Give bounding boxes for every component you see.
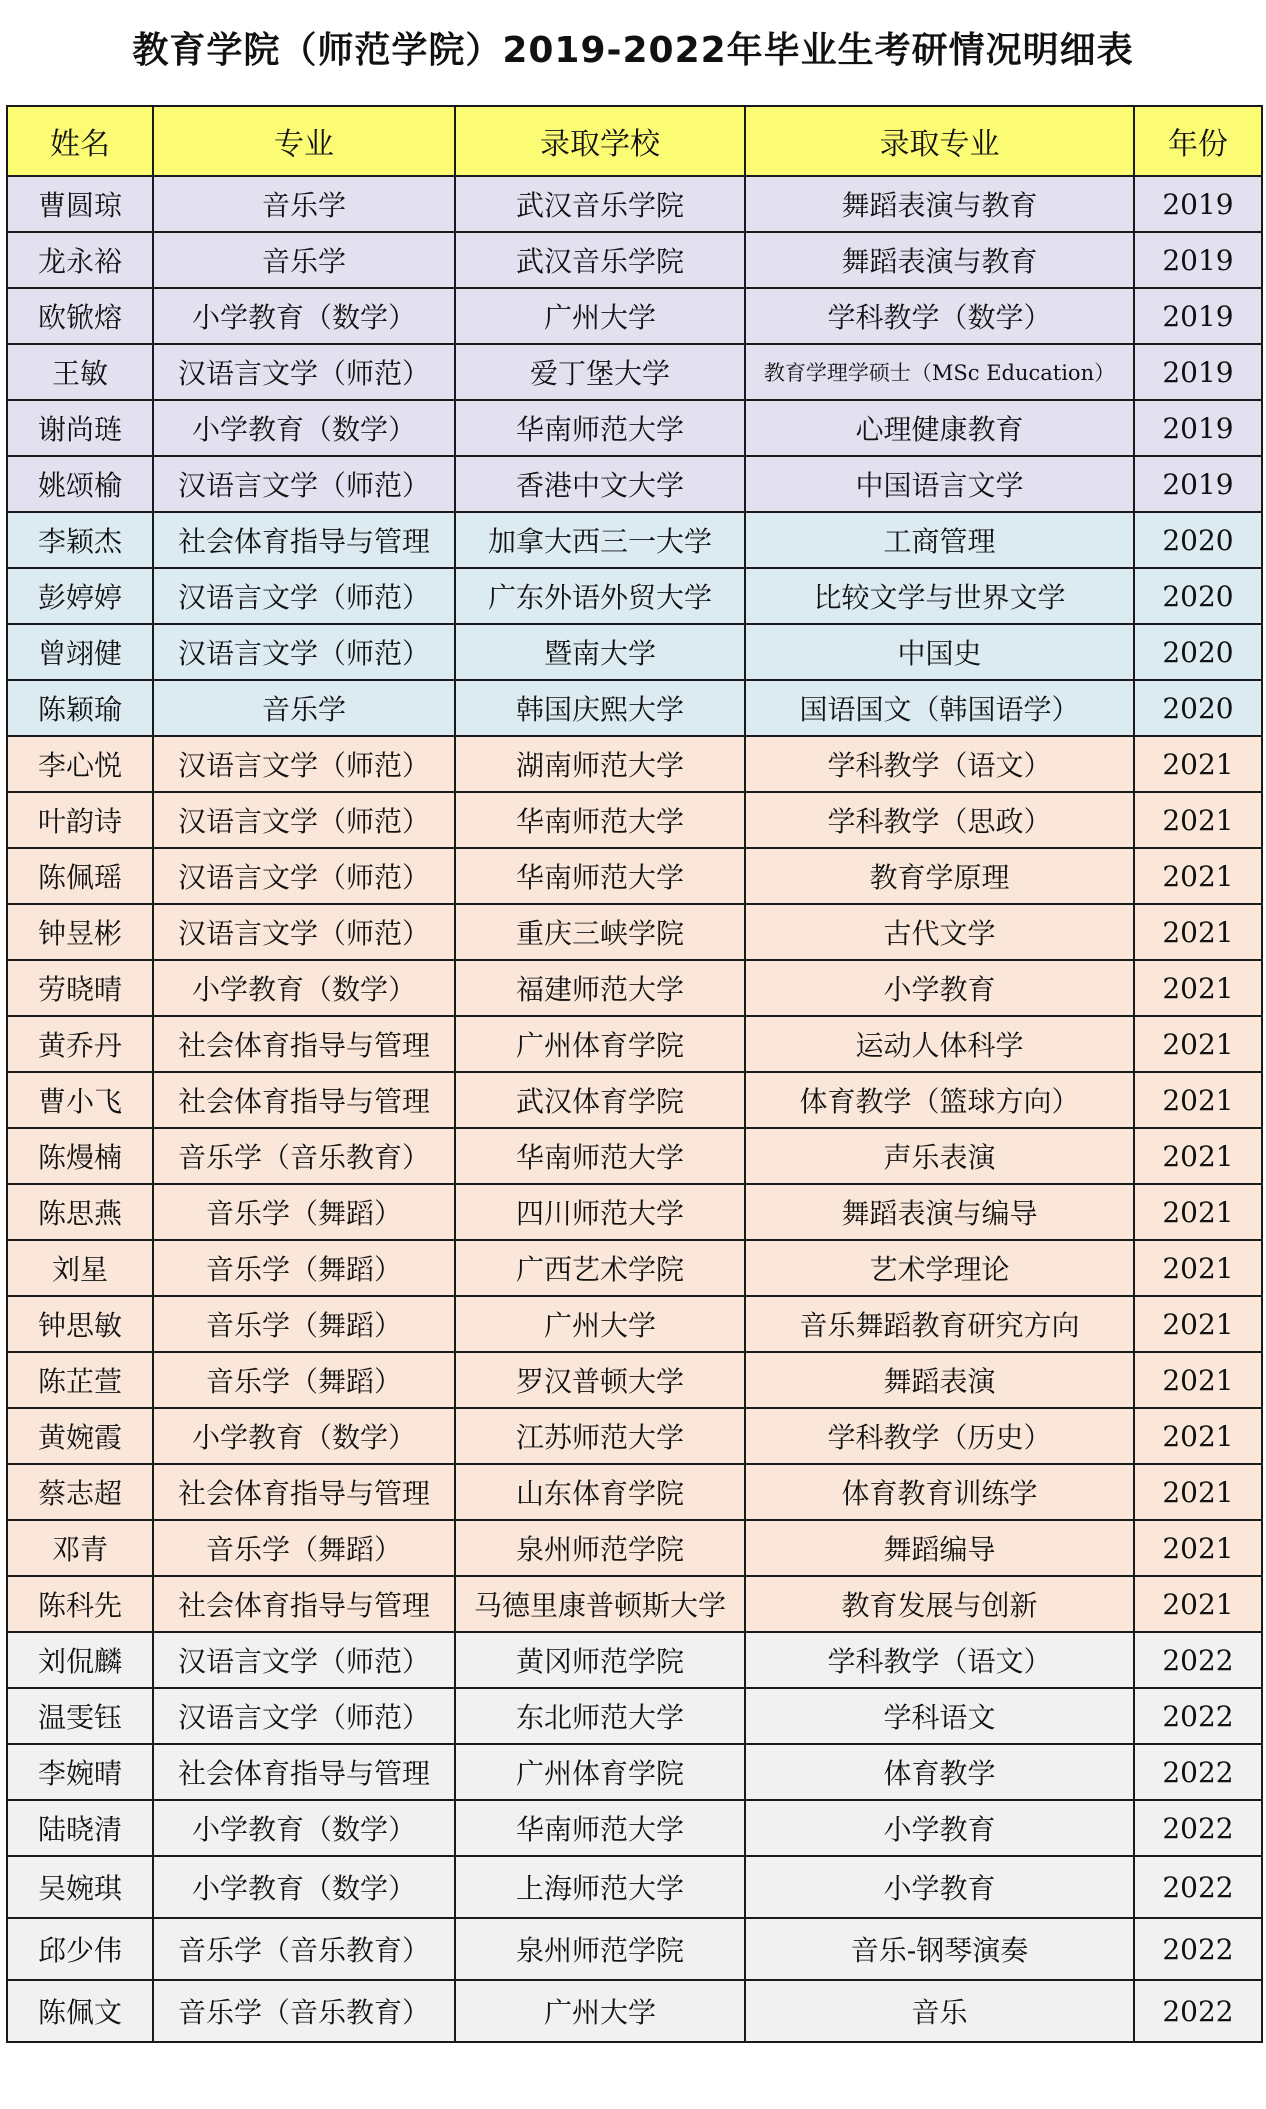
cell-year: 2021 — [1134, 904, 1262, 960]
cell-major: 汉语言文学（师范） — [153, 1688, 455, 1744]
table-row — [7, 1408, 1262, 1464]
cell-year: 2019 — [1134, 344, 1262, 400]
cell-name: 温雯钰 — [7, 1688, 153, 1744]
cell-admitted-school: 爱丁堡大学 — [455, 344, 745, 400]
table-row — [7, 904, 1262, 960]
cell-admitted-major: 学科教学（数学） — [745, 288, 1134, 344]
table-row — [7, 1464, 1262, 1520]
cell-admitted-major: 音乐 — [745, 1980, 1134, 2042]
cell-admitted-major: 舞蹈表演 — [745, 1352, 1134, 1408]
header-admitted-major: 录取专业 — [745, 106, 1134, 176]
cell-year: 2022 — [1134, 1688, 1262, 1744]
cell-name: 刘星 — [7, 1240, 153, 1296]
table-row — [7, 1296, 1262, 1352]
admissions-table — [6, 105, 1263, 2043]
table-row — [7, 1240, 1262, 1296]
cell-admitted-school: 泉州师范学院 — [455, 1520, 745, 1576]
table-row — [7, 400, 1262, 456]
cell-major: 音乐学（音乐教育） — [153, 1128, 455, 1184]
cell-major: 音乐学（舞蹈） — [153, 1352, 455, 1408]
cell-name: 刘侃麟 — [7, 1632, 153, 1688]
cell-major: 音乐学（舞蹈） — [153, 1240, 455, 1296]
cell-admitted-major: 比较文学与世界文学 — [745, 568, 1134, 624]
cell-major: 小学教育（数学） — [153, 1800, 455, 1856]
cell-admitted-major: 音乐-钢琴演奏 — [745, 1918, 1134, 1980]
cell-name: 龙永裕 — [7, 232, 153, 288]
cell-admitted-school: 福建师范大学 — [455, 960, 745, 1016]
cell-year: 2019 — [1134, 176, 1262, 232]
table-body — [7, 176, 1262, 2042]
cell-admitted-major: 古代文学 — [745, 904, 1134, 960]
header-name: 姓名 — [7, 106, 153, 176]
table-row — [7, 1688, 1262, 1744]
table-row — [7, 1856, 1262, 1918]
cell-admitted-major: 体育教学（篮球方向） — [745, 1072, 1134, 1128]
cell-admitted-school: 华南师范大学 — [455, 792, 745, 848]
cell-major: 音乐学 — [153, 232, 455, 288]
cell-major: 音乐学（舞蹈） — [153, 1520, 455, 1576]
cell-name: 王敏 — [7, 344, 153, 400]
cell-year: 2022 — [1134, 1856, 1262, 1918]
cell-admitted-school: 香港中文大学 — [455, 456, 745, 512]
cell-major: 音乐学（舞蹈） — [153, 1296, 455, 1352]
cell-admitted-major: 教育学理学硕士（MSc Education） — [745, 344, 1134, 400]
cell-name: 邱少伟 — [7, 1918, 153, 1980]
cell-major: 社会体育指导与管理 — [153, 1744, 455, 1800]
cell-year: 2021 — [1134, 1016, 1262, 1072]
cell-year: 2022 — [1134, 1800, 1262, 1856]
table-row — [7, 1980, 1262, 2042]
cell-year: 2021 — [1134, 792, 1262, 848]
cell-year: 2022 — [1134, 1918, 1262, 1980]
cell-year: 2019 — [1134, 232, 1262, 288]
cell-admitted-major: 学科教学（历史） — [745, 1408, 1134, 1464]
cell-admitted-school: 泉州师范学院 — [455, 1918, 745, 1980]
cell-major: 汉语言文学（师范） — [153, 624, 455, 680]
cell-year: 2021 — [1134, 1352, 1262, 1408]
cell-year: 2021 — [1134, 1464, 1262, 1520]
cell-major: 社会体育指导与管理 — [153, 512, 455, 568]
table-header-row — [7, 106, 1262, 176]
cell-admitted-school: 韩国庆熙大学 — [455, 680, 745, 736]
cell-year: 2022 — [1134, 1744, 1262, 1800]
cell-admitted-school: 四川师范大学 — [455, 1184, 745, 1240]
cell-admitted-major: 学科教学（语文） — [745, 736, 1134, 792]
cell-major: 汉语言文学（师范） — [153, 344, 455, 400]
table-row — [7, 1576, 1262, 1632]
page-title: 教育学院（师范学院）2019-2022年毕业生考研情况明细表 — [132, 30, 1134, 71]
cell-major: 社会体育指导与管理 — [153, 1576, 455, 1632]
cell-admitted-major: 中国史 — [745, 624, 1134, 680]
cell-year: 2021 — [1134, 1240, 1262, 1296]
cell-admitted-school: 华南师范大学 — [455, 848, 745, 904]
cell-year: 2021 — [1134, 1296, 1262, 1352]
cell-admitted-major: 教育学原理 — [745, 848, 1134, 904]
table-row — [7, 1744, 1262, 1800]
cell-name: 钟思敏 — [7, 1296, 153, 1352]
cell-name: 陈熳楠 — [7, 1128, 153, 1184]
cell-major: 汉语言文学（师范） — [153, 848, 455, 904]
cell-admitted-school: 武汉体育学院 — [455, 1072, 745, 1128]
cell-major: 汉语言文学（师范） — [153, 456, 455, 512]
cell-major: 音乐学（音乐教育） — [153, 1980, 455, 2042]
cell-major: 音乐学 — [153, 680, 455, 736]
cell-major: 社会体育指导与管理 — [153, 1464, 455, 1520]
cell-admitted-school: 广西艺术学院 — [455, 1240, 745, 1296]
header-admitted-school: 录取学校 — [455, 106, 745, 176]
cell-major: 小学教育（数学） — [153, 960, 455, 1016]
cell-admitted-school: 马德里康普顿斯大学 — [455, 1576, 745, 1632]
cell-name: 曾翊健 — [7, 624, 153, 680]
cell-name: 黄乔丹 — [7, 1016, 153, 1072]
cell-admitted-major: 声乐表演 — [745, 1128, 1134, 1184]
cell-name: 黄婉霞 — [7, 1408, 153, 1464]
cell-admitted-major: 音乐舞蹈教育研究方向 — [745, 1296, 1134, 1352]
cell-admitted-major: 体育教育训练学 — [745, 1464, 1134, 1520]
cell-admitted-major: 国语国文（韩国语学） — [745, 680, 1134, 736]
cell-major: 小学教育（数学） — [153, 1856, 455, 1918]
cell-year: 2020 — [1134, 680, 1262, 736]
cell-name: 曹小飞 — [7, 1072, 153, 1128]
cell-admitted-major: 小学教育 — [745, 1800, 1134, 1856]
table-row — [7, 848, 1262, 904]
cell-admitted-major: 工商管理 — [745, 512, 1134, 568]
cell-admitted-major: 小学教育 — [745, 960, 1134, 1016]
cell-major: 音乐学 — [153, 176, 455, 232]
cell-admitted-school: 广东外语外贸大学 — [455, 568, 745, 624]
cell-year: 2020 — [1134, 624, 1262, 680]
cell-year: 2019 — [1134, 456, 1262, 512]
cell-name: 李婉晴 — [7, 1744, 153, 1800]
cell-major: 汉语言文学（师范） — [153, 792, 455, 848]
cell-name: 陈颖瑜 — [7, 680, 153, 736]
table-row — [7, 1918, 1262, 1980]
cell-name: 姚颂榆 — [7, 456, 153, 512]
cell-name: 陈科先 — [7, 1576, 153, 1632]
table-row — [7, 1072, 1262, 1128]
header-major: 专业 — [153, 106, 455, 176]
cell-year: 2021 — [1134, 1072, 1262, 1128]
cell-admitted-major: 舞蹈编导 — [745, 1520, 1134, 1576]
table-row — [7, 1184, 1262, 1240]
cell-admitted-major: 艺术学理论 — [745, 1240, 1134, 1296]
table-row — [7, 288, 1262, 344]
cell-year: 2020 — [1134, 568, 1262, 624]
cell-year: 2021 — [1134, 1184, 1262, 1240]
table-row — [7, 1800, 1262, 1856]
cell-year: 2019 — [1134, 400, 1262, 456]
table-row — [7, 1520, 1262, 1576]
cell-major: 音乐学（音乐教育） — [153, 1918, 455, 1980]
cell-name: 劳晓晴 — [7, 960, 153, 1016]
cell-admitted-school: 湖南师范大学 — [455, 736, 745, 792]
table-row — [7, 568, 1262, 624]
cell-name: 吴婉琪 — [7, 1856, 153, 1918]
cell-year: 2022 — [1134, 1632, 1262, 1688]
cell-year: 2021 — [1134, 1576, 1262, 1632]
cell-major: 小学教育（数学） — [153, 288, 455, 344]
table-row — [7, 1632, 1262, 1688]
table-row — [7, 176, 1262, 232]
table-row — [7, 232, 1262, 288]
table-row — [7, 512, 1262, 568]
table-row — [7, 1016, 1262, 1072]
cell-major: 小学教育（数学） — [153, 1408, 455, 1464]
table-row — [7, 680, 1262, 736]
cell-name: 陈思燕 — [7, 1184, 153, 1240]
cell-year: 2021 — [1134, 1128, 1262, 1184]
cell-admitted-school: 华南师范大学 — [455, 400, 745, 456]
cell-admitted-school: 黄冈师范学院 — [455, 1632, 745, 1688]
cell-admitted-school: 广州大学 — [455, 1980, 745, 2042]
cell-admitted-school: 广州体育学院 — [455, 1016, 745, 1072]
cell-name: 蔡志超 — [7, 1464, 153, 1520]
cell-year: 2021 — [1134, 736, 1262, 792]
cell-major: 社会体育指导与管理 — [153, 1016, 455, 1072]
cell-year: 2021 — [1134, 1408, 1262, 1464]
header-year: 年份 — [1134, 106, 1262, 176]
cell-admitted-major: 舞蹈表演与教育 — [745, 232, 1134, 288]
cell-admitted-major: 体育教学 — [745, 1744, 1134, 1800]
cell-admitted-major: 心理健康教育 — [745, 400, 1134, 456]
cell-name: 陆晓清 — [7, 1800, 153, 1856]
cell-admitted-school: 山东体育学院 — [455, 1464, 745, 1520]
cell-admitted-major: 学科语文 — [745, 1688, 1134, 1744]
cell-admitted-school: 广州大学 — [455, 288, 745, 344]
cell-year: 2020 — [1134, 512, 1262, 568]
cell-admitted-school: 东北师范大学 — [455, 1688, 745, 1744]
cell-admitted-school: 武汉音乐学院 — [455, 232, 745, 288]
cell-name: 李心悦 — [7, 736, 153, 792]
cell-admitted-major: 运动人体科学 — [745, 1016, 1134, 1072]
table-row — [7, 736, 1262, 792]
cell-admitted-school: 罗汉普顿大学 — [455, 1352, 745, 1408]
cell-name: 陈佩文 — [7, 1980, 153, 2042]
cell-admitted-school: 华南师范大学 — [455, 1128, 745, 1184]
table-row — [7, 960, 1262, 1016]
cell-major: 小学教育（数学） — [153, 400, 455, 456]
cell-year: 2019 — [1134, 288, 1262, 344]
cell-admitted-major: 中国语言文学 — [745, 456, 1134, 512]
cell-admitted-school: 上海师范大学 — [455, 1856, 745, 1918]
cell-admitted-major: 舞蹈表演与教育 — [745, 176, 1134, 232]
table-row — [7, 344, 1262, 400]
cell-name: 李颖杰 — [7, 512, 153, 568]
cell-name: 叶韵诗 — [7, 792, 153, 848]
cell-major: 汉语言文学（师范） — [153, 1632, 455, 1688]
table-row — [7, 456, 1262, 512]
cell-major: 汉语言文学（师范） — [153, 736, 455, 792]
cell-admitted-school: 广州体育学院 — [455, 1744, 745, 1800]
cell-name: 邓青 — [7, 1520, 153, 1576]
table-row — [7, 624, 1262, 680]
cell-major: 汉语言文学（师范） — [153, 904, 455, 960]
table-row — [7, 792, 1262, 848]
cell-admitted-major: 教育发展与创新 — [745, 1576, 1134, 1632]
cell-admitted-major: 舞蹈表演与编导 — [745, 1184, 1134, 1240]
cell-year: 2021 — [1134, 960, 1262, 1016]
cell-name: 陈佩瑶 — [7, 848, 153, 904]
cell-admitted-school: 广州大学 — [455, 1296, 745, 1352]
cell-admitted-major: 学科教学（语文） — [745, 1632, 1134, 1688]
cell-year: 2021 — [1134, 848, 1262, 904]
cell-admitted-school: 重庆三峡学院 — [455, 904, 745, 960]
cell-admitted-school: 华南师范大学 — [455, 1800, 745, 1856]
cell-admitted-school: 江苏师范大学 — [455, 1408, 745, 1464]
cell-year: 2021 — [1134, 1520, 1262, 1576]
cell-admitted-major: 学科教学（思政） — [745, 792, 1134, 848]
cell-name: 陈芷萱 — [7, 1352, 153, 1408]
cell-name: 欧锨熔 — [7, 288, 153, 344]
cell-name: 曹圆琼 — [7, 176, 153, 232]
cell-name: 彭婷婷 — [7, 568, 153, 624]
cell-admitted-major: 小学教育 — [745, 1856, 1134, 1918]
cell-name: 钟昱彬 — [7, 904, 153, 960]
table-row — [7, 1352, 1262, 1408]
cell-name: 谢尚琏 — [7, 400, 153, 456]
cell-admitted-school: 加拿大西三一大学 — [455, 512, 745, 568]
cell-major: 音乐学（舞蹈） — [153, 1184, 455, 1240]
cell-major: 社会体育指导与管理 — [153, 1072, 455, 1128]
admissions-table-container — [6, 105, 1261, 2043]
cell-year: 2022 — [1134, 1980, 1262, 2042]
cell-major: 汉语言文学（师范） — [153, 568, 455, 624]
table-row — [7, 1128, 1262, 1184]
cell-admitted-school: 武汉音乐学院 — [455, 176, 745, 232]
cell-admitted-school: 暨南大学 — [455, 624, 745, 680]
